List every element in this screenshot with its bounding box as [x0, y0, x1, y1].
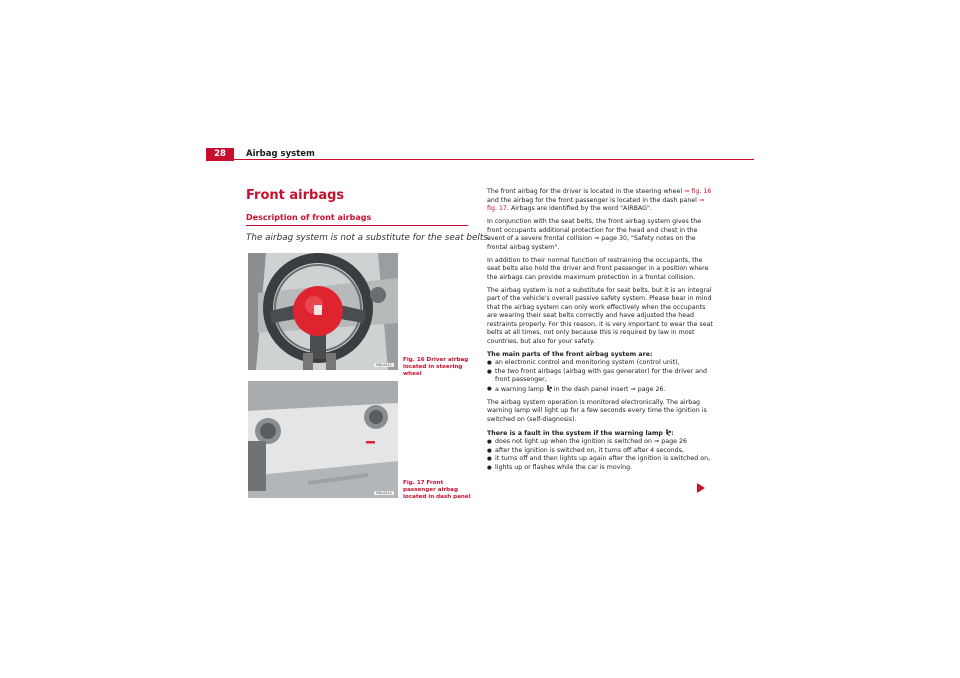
figure-driver-airbag [248, 253, 398, 370]
list-item: ● an electronic control and monitoring system (control unit), [487, 359, 713, 368]
parts-list [487, 359, 713, 394]
parts-heading: The main parts of the front airbag system are: [487, 350, 653, 358]
figure-passenger-airbag [248, 381, 398, 498]
paragraph: The front airbag for the driver is located in the steering wheel ⇒ fig. 16 and the airbag for the front passenger is located in the dash panel ⇒ fig. 17. Airbags are identified by the word "AIRBAG". [487, 188, 712, 212]
page-number: 28 [206, 148, 234, 161]
page-header [206, 148, 754, 161]
section-subheading: Description of front airbags [246, 213, 468, 226]
paragraph: In addition to their normal function of restraining the occupants, the seat belts also hold the driver and front passenger in a position where the airbags can provide maximum protection in a frontal collision. [487, 256, 709, 281]
fault-heading: There is a fault in the system if the warning lamp : [487, 429, 674, 437]
paragraph: The airbag system operation is monitored electronically. The airbag warning lamp will light up for a few seconds every time the ignition is switched on (self-diagnosis). [487, 398, 707, 423]
figure-caption: Fig. 17 Front passenger airbag located in dash panel [403, 480, 471, 500]
fault-list [487, 438, 713, 472]
figure-code: B6J-0412 [376, 491, 392, 495]
lead-text: The airbag system is not a substitute for the seat belts. [246, 233, 491, 243]
steering-wheel-illustration [248, 253, 398, 370]
list-item: ● lights up or flashes while the car is moving. [487, 464, 713, 473]
paragraph: The airbag system is not a substitute for seat belts, but it is an integral part of the vehicle's overall passive safety system. Please bear in mind that the airbag system can only work effectively when the occupants are wearing their seat belts correctly and have adjusted the head restraints properly. For this reason, it is very important to wear the seat belts at all times, not only because this is required by law in most countries, but also for your safety. [487, 286, 713, 345]
list-item: ● a warning lamp in the dash panel insert ⇒ page 26. [487, 385, 713, 395]
header-rule [234, 159, 754, 160]
figure-code: B6J-0411 [376, 363, 392, 367]
figure-reference-link[interactable]: ⇒ fig. 17 [487, 196, 705, 212]
figure-reference-link[interactable]: ⇒ fig. 16 [684, 188, 712, 195]
list-item: ● after the ignition is switched on, it turns off after 4 seconds, [487, 447, 713, 456]
continue-arrow-icon[interactable] [697, 483, 705, 493]
dash-panel-illustration [248, 381, 398, 498]
paragraph: In conjunction with the seat belts, the front airbag system gives the front occupants additional protection for the head and chest in the event of a severe frontal collision ⇒ page 30, "Safety notes on the frontal airbag system". [487, 218, 702, 251]
list-item: ● the two front airbags (airbag with gas generator) for the driver and front passenger, [487, 368, 713, 385]
list-item: ● does not light up when the ignition is switched on ⇒ page 26 [487, 438, 713, 447]
list-item: ● it turns off and then lights up again after the ignition is switched on, [487, 455, 713, 464]
section-title: Airbag system [246, 149, 315, 159]
page-title: Front airbags [246, 188, 345, 203]
body-text [487, 188, 713, 477]
figure-caption: Fig. 16 Driver airbag located in steering wheel [403, 357, 469, 377]
